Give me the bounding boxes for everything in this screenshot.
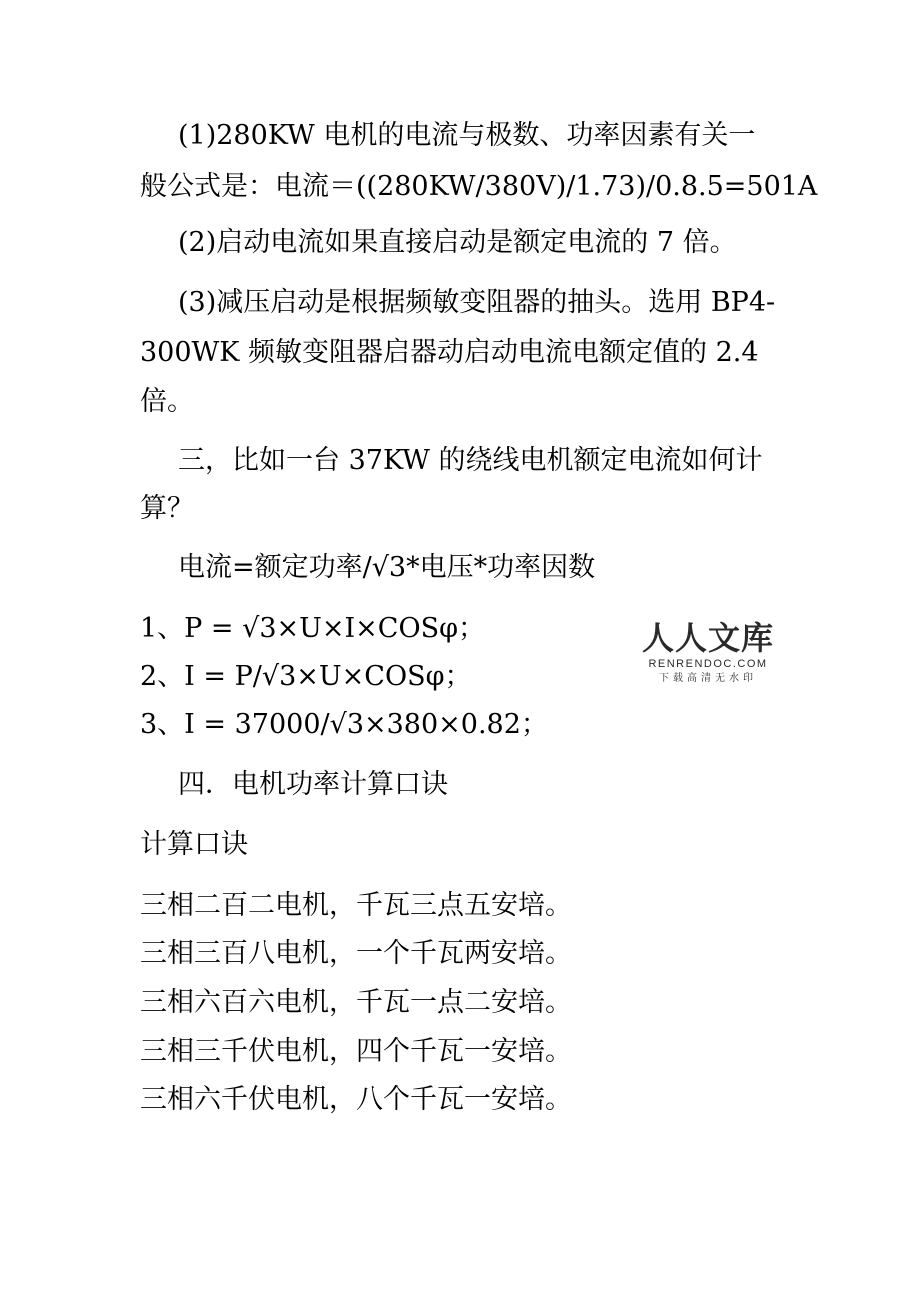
question-3-line-1: 三，比如一台 37KW 的绕线电机额定电流如何计 xyxy=(178,445,763,476)
paragraph-1-line-2: 般公式是：电流＝((280KW/380V)/1.73)/0.8.5=501A xyxy=(140,171,818,202)
question-3-line-2: 算？ xyxy=(140,493,194,524)
paragraph-1-line-1: (1)280KW 电机的电流与极数、功率因素有关一 xyxy=(178,120,756,151)
rhyme-line-2: 三相三百八电机，一个千瓦两安培。 xyxy=(140,938,572,969)
rhyme-line-5: 三相六千伏电机，八个千瓦一安培。 xyxy=(140,1084,572,1115)
paragraph-2: (2)启动电流如果直接启动是额定电流的 7 倍。 xyxy=(178,227,737,258)
paragraph-3-line-1: (3)减压启动是根据频敏变阻器的抽头。选用 BP4- xyxy=(178,287,776,318)
rhyme-line-4: 三相三千伏电机，四个千瓦一安培。 xyxy=(140,1036,572,1067)
watermark-title: 人人文库 xyxy=(641,619,774,657)
formula-1: 1、P = √3×U×I×COSφ； xyxy=(140,613,486,644)
formula-intro: 电流=额定功率/√3*电压*功率因数 xyxy=(178,552,596,583)
formula-2: 2、I = P/√3×U×COSφ； xyxy=(140,661,472,692)
watermark-logo xyxy=(641,620,775,686)
paragraph-3-line-2: 300WK 频敏变阻器启器动启动电流电额定值的 2.4 xyxy=(140,337,759,368)
rhyme-line-3: 三相六百六电机，千瓦一点二安培。 xyxy=(140,987,572,1018)
formula-3: 3、I = 37000/√3×380×0.82； xyxy=(140,709,548,740)
watermark-url: RENRENDOC.COM xyxy=(648,658,768,670)
watermark-subtitle: 下载高清无水印 xyxy=(659,673,757,684)
section-4-heading: 四．电机功率计算口诀 xyxy=(178,769,448,800)
paragraph-3-line-3: 倍。 xyxy=(140,386,194,417)
rhyme-line-1: 三相二百二电机，千瓦三点五安培。 xyxy=(140,890,572,921)
rhyme-title: 计算口诀 xyxy=(140,829,248,860)
